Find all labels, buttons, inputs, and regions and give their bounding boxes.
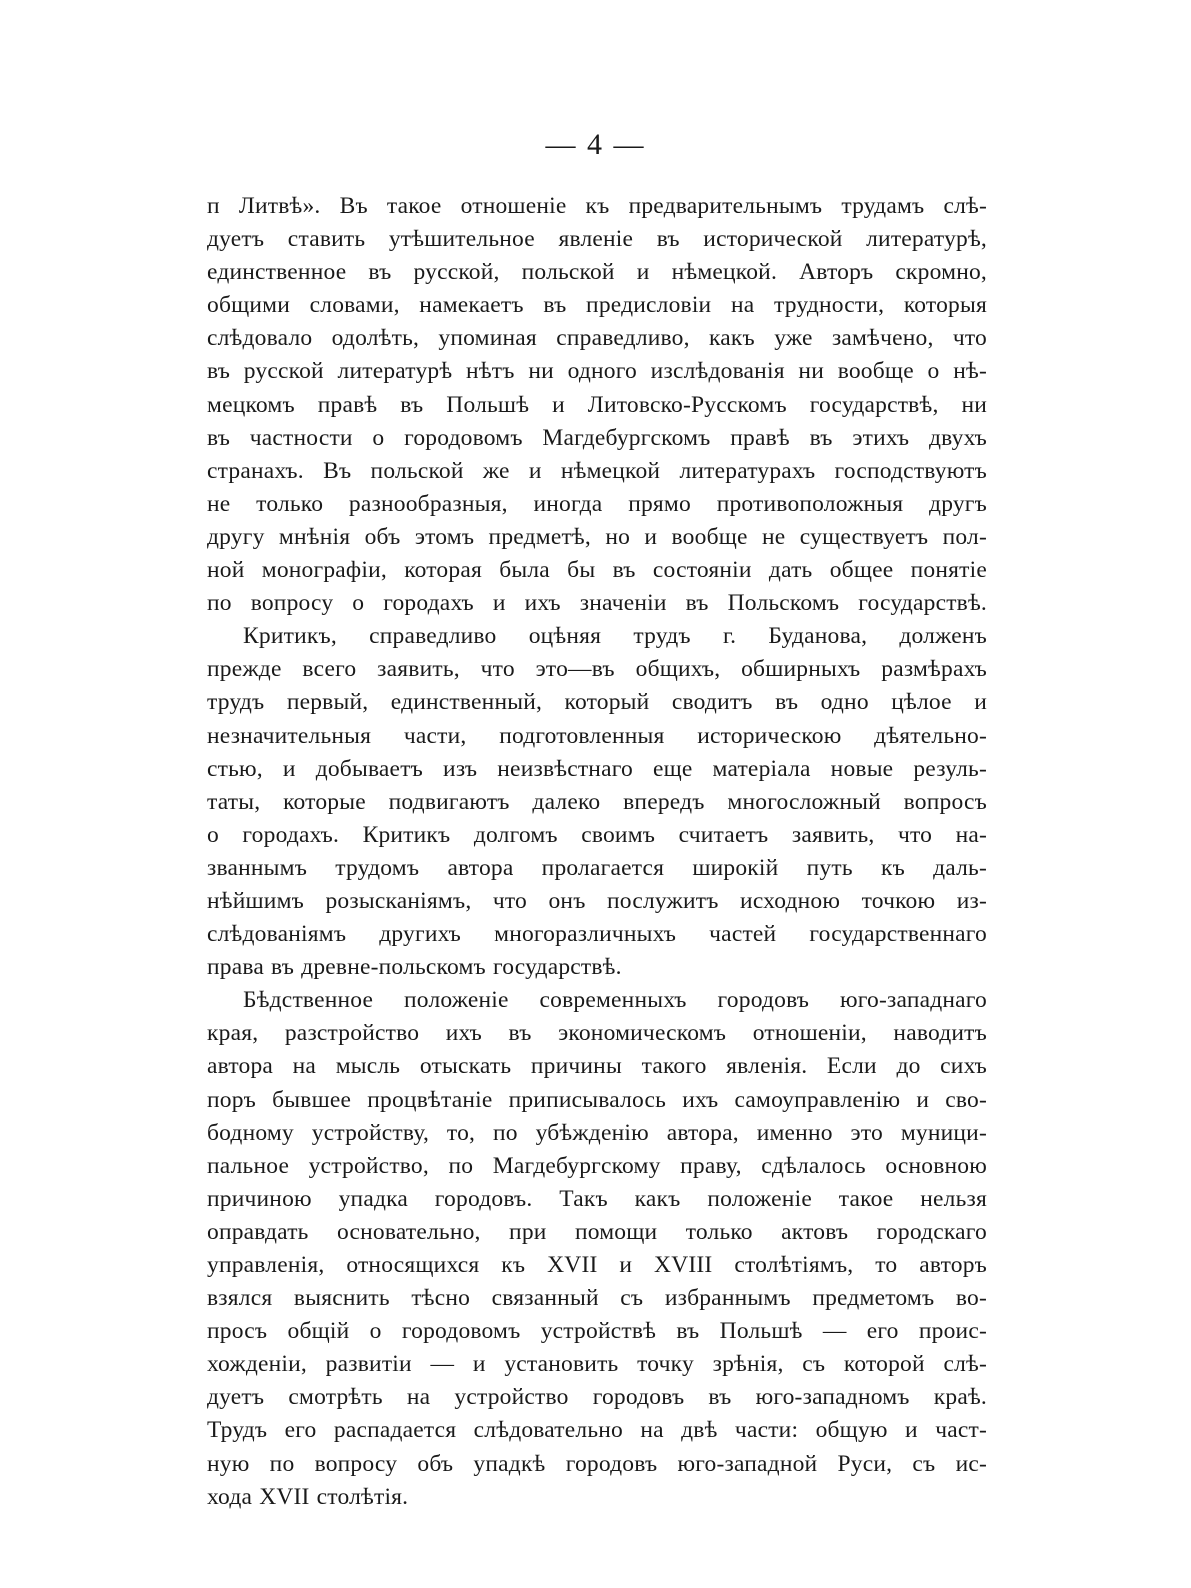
text-line: Критикъ, справедливо оцѣняя трудъ г. Буданова, долженъ [243, 623, 987, 650]
text-line: взялся выяснить тѣсно связанный съ избраннымъ предметомъ во- [207, 1285, 987, 1312]
text-line: единственное въ русской, польской и нѣмецкой. Авторъ скромно, [207, 259, 987, 286]
text-line: мецкомъ правѣ въ Польшѣ и Литовско-Русскомъ государствѣ, ни [207, 391, 987, 418]
text-line: пальное устройство, по Магдебургскому праву, сдѣлалось основною [207, 1152, 987, 1179]
paragraph-3 [207, 984, 987, 1514]
text-line: стью, и добываетъ изъ неизвѣстнаго еще матеріала новые резуль- [207, 755, 987, 782]
text-line: края, разстройство ихъ въ экономическомъ отношеніи, наводитъ [207, 1020, 987, 1047]
text-line: оправдать основательно, при помощи только актовъ городскаго [207, 1218, 987, 1245]
text-line: хода XVII столѣтія. [207, 1483, 409, 1510]
text-line: просъ общій о городовомъ устройствѣ въ Польшѣ — его проис- [207, 1318, 987, 1345]
text-line: хожденіи, развитіи — и установить точку зрѣнія, съ которой слѣ- [207, 1351, 987, 1378]
text-line: незначительныя части, подготовленныя историческою дѣятельно- [207, 722, 987, 749]
text-line: трудъ первый, единственный, который сводитъ въ одно цѣлое и [207, 689, 987, 716]
text-line: странахъ. Въ польской же и нѣмецкой литературахъ господствуютъ [207, 457, 987, 484]
text-line: бодному устройству, то, по убѣжденію автора, именно это муници- [207, 1119, 987, 1146]
text-line: общими словами, намекаетъ въ предисловіи на трудности, которыя [207, 292, 987, 319]
text-line: ной монографіи, которая была бы въ состояніи дать общее понятіе [207, 557, 987, 584]
page-number: — 4 — [545, 128, 646, 161]
text-line: слѣдовало одолѣть, упоминая справедливо, какъ уже замѣчено, что [207, 325, 987, 352]
paragraph-2 [207, 620, 987, 984]
text-line: нѣйшимъ розысканіямъ, что онъ послужитъ исходною точкою из- [207, 887, 987, 914]
text-block [207, 190, 987, 1514]
text-line: Трудъ его распадается слѣдовательно на двѣ части: общую и част- [207, 1417, 987, 1444]
text-line: по вопросу о городахъ и ихъ значеніи въ Польскомъ государствѣ. [207, 590, 987, 617]
text-line: причиною упадка городовъ. Такъ какъ положеніе такое нельзя [207, 1185, 987, 1212]
text-line: званнымъ трудомъ автора пролагается широкій путь къ даль- [207, 854, 987, 881]
text-line: дуетъ ставить утѣшительное явленіе въ исторической литературѣ, [207, 226, 987, 253]
text-line: управленія, относящихся къ XVII и XVIII столѣтіямъ, то авторъ [207, 1252, 987, 1278]
text-line: п Литвѣ». Въ такое отношеніе къ предварительнымъ трудамъ слѣ- [207, 193, 987, 219]
text-line: другу мнѣнія объ этомъ предметѣ, но и вообще не существуетъ пол- [207, 523, 987, 550]
text-line: въ частности о городовомъ Магдебургскомъ правѣ въ этихъ двухъ [207, 424, 987, 451]
text-line: Бѣдственное положеніе современныхъ городовъ юго-западнаго [243, 987, 987, 1014]
text-line: не только разнообразныя, иногда прямо противоположныя другъ [207, 490, 987, 517]
text-line: слѣдованіямъ другихъ многоразличныхъ частей государственнаго [207, 921, 987, 948]
text-line: права въ древне-польскомъ государствѣ. [207, 954, 622, 981]
text-line: автора на мысль отыскать причины такого явленія. Если до сихъ [207, 1053, 987, 1080]
paragraph-1 [207, 190, 987, 620]
text-line: дуетъ смотрѣть на устройство городовъ въ юго-западномъ краѣ. [207, 1384, 987, 1411]
text-line: о городахъ. Критикъ долгомъ своимъ считаетъ заявить, что на- [207, 821, 987, 848]
text-line: таты, которые подвигаютъ далеко впередъ многосложный вопросъ [207, 788, 987, 815]
text-line: прежде всего заявить, что это—въ общихъ, обширныхъ размѣрахъ [207, 656, 987, 683]
text-line: ную по вопросу объ упадкѣ городовъ юго-западной Руси, съ ис- [207, 1450, 987, 1477]
text-line: въ русской литературѣ нѣтъ ни одного изслѣдованія ни вообще о нѣ- [207, 358, 987, 385]
text-line: поръ бывшее процвѣтаніе приписывалось ихъ самоуправленію и сво- [207, 1086, 987, 1113]
